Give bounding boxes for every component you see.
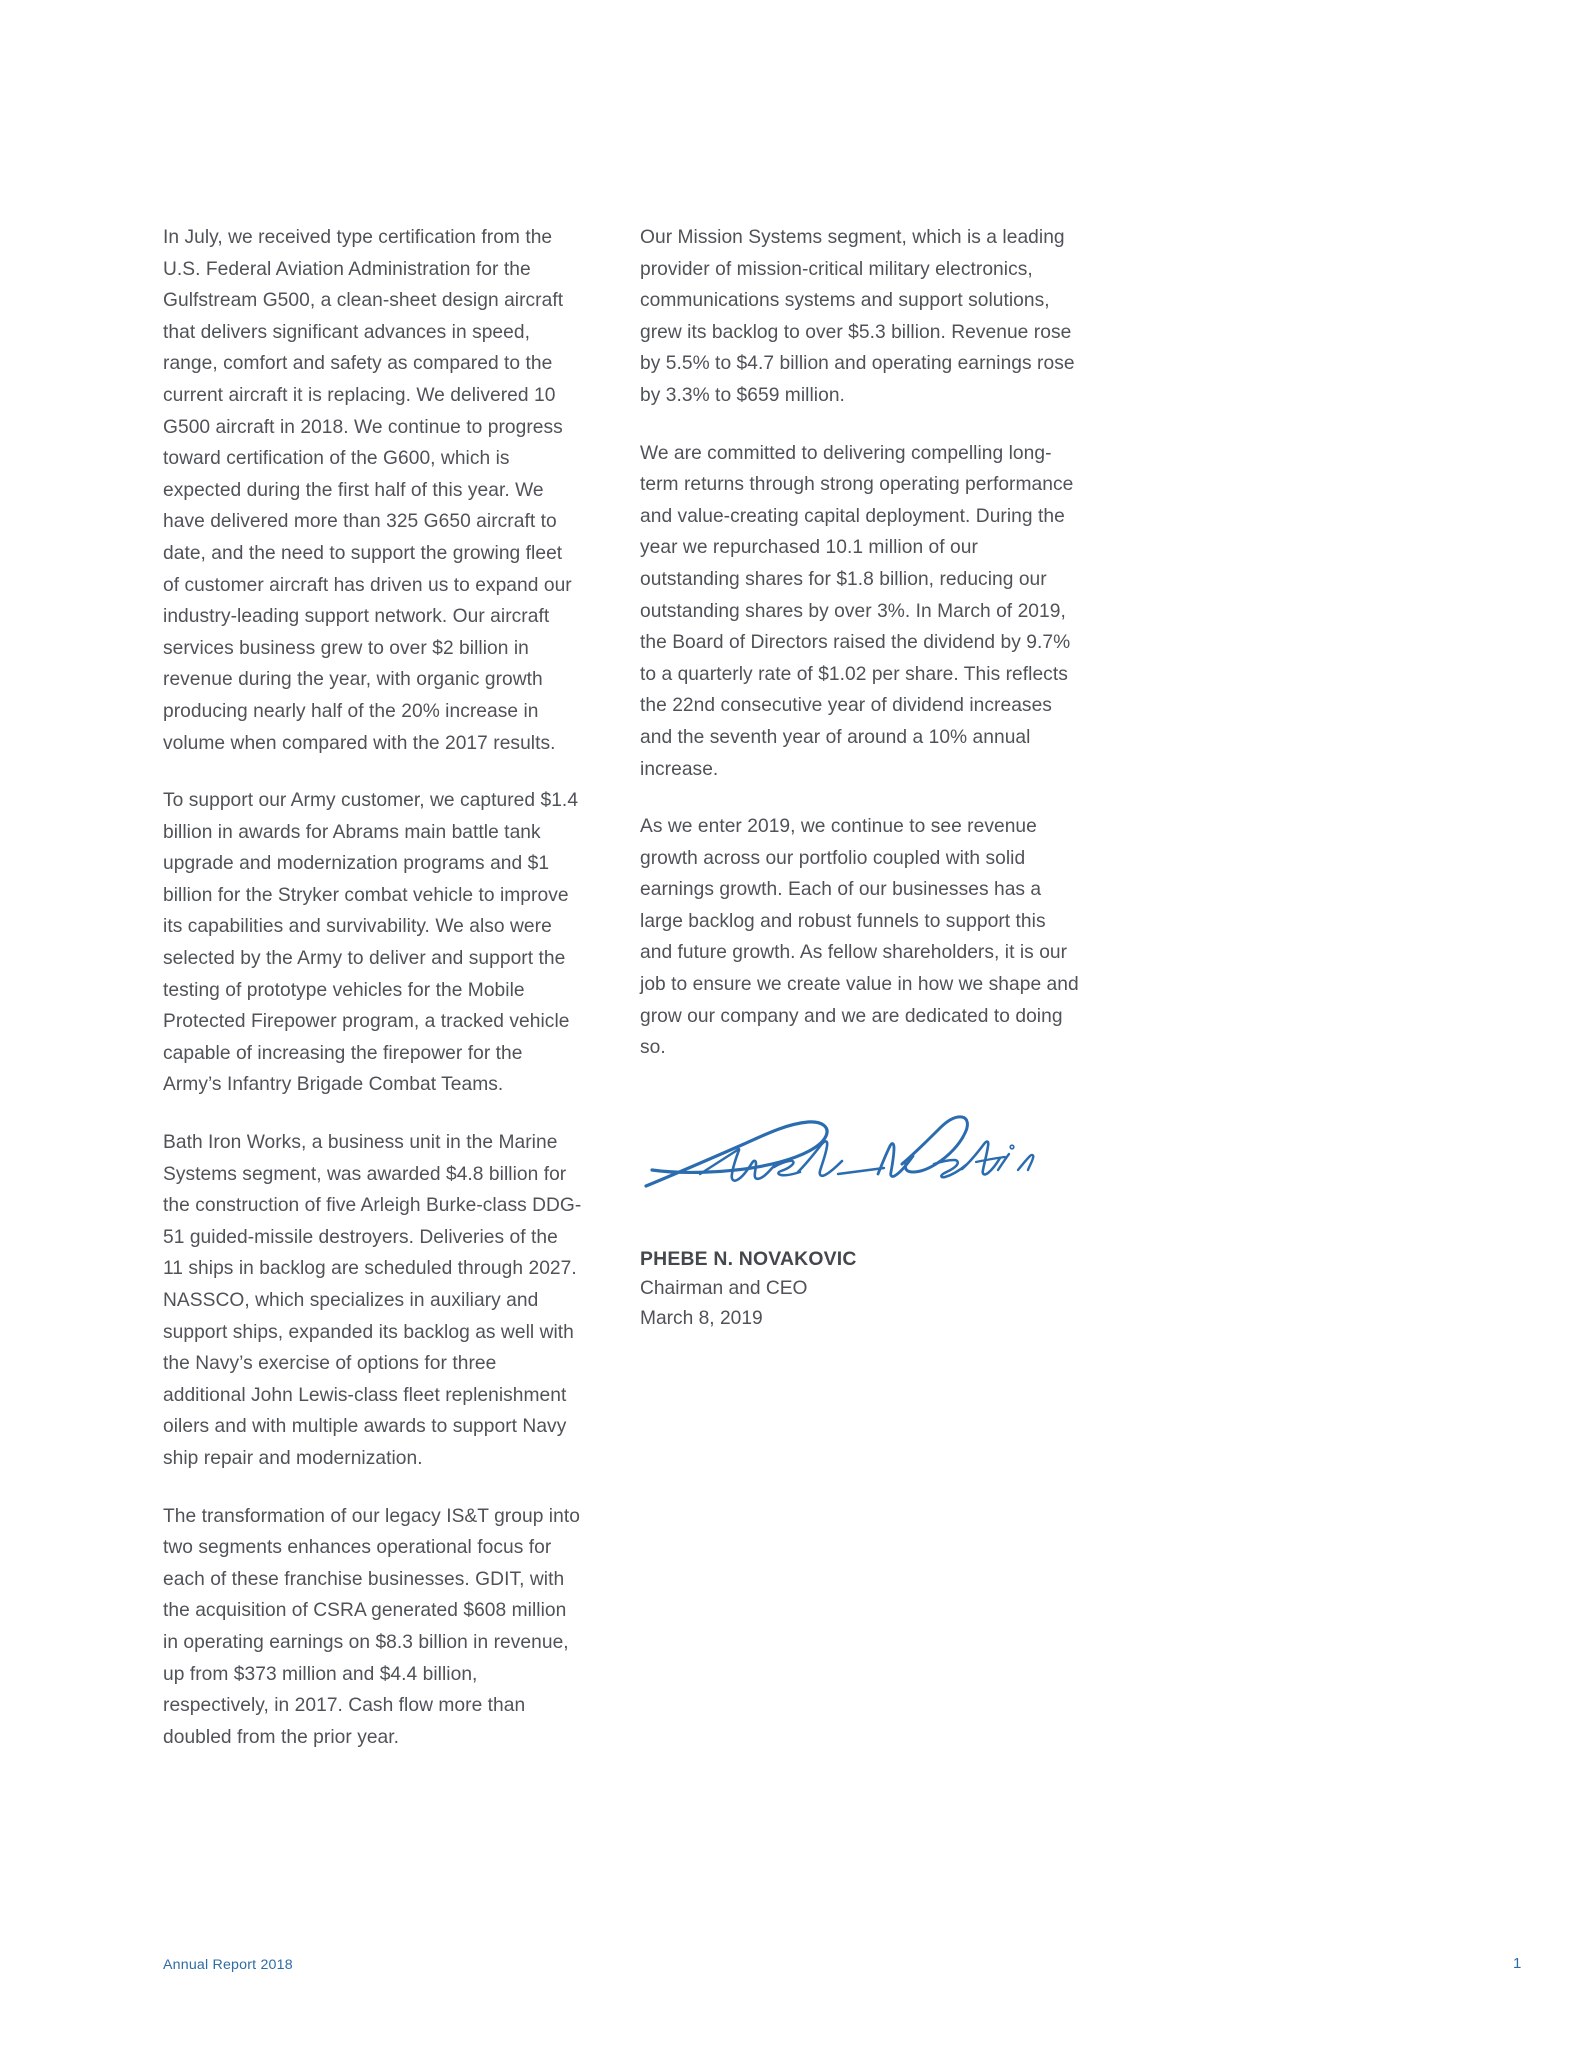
paragraph: Our Mission Systems segment, which is a leading provider of mission-critical military electronics, communications systems and support solutions, grew its backlog to over $5.3 billion. Revenue rose by 5.5% to $4.7 billion and operating earnings rose by 3.3% to $659 million. — [640, 227, 1075, 406]
left-text-column — [163, 222, 583, 1753]
letter-body-columns — [163, 222, 1425, 1753]
paragraph: Bath Iron Works, a business unit in the Marine Systems segment, was awarded $4.8 billion for the construction of five Arleigh Burke-class DDG-51 guided-missile destroyers. Deliveries of the 11 ships in backlog are scheduled through 2027. NASSCO, which specializes in auxiliary and support ships, expanded its backlog as well with the Navy’s exercise of options for three additional John Lewis-class fleet replenishment oilers and with multiple awards to support Navy ship repair and modernization. — [163, 1132, 582, 1469]
signer-date: March 8, 2019 — [640, 1307, 763, 1329]
paragraph: To support our Army customer, we captured $1.4 billion in awards for Abrams main battle tank upgrade and modernization programs and $1 billion for the Stryker combat vehicle to improve its capabilities and survivability. We also were selected by the Army to deliver and support the testing of prototype vehicles for the Mobile Protected Firepower program, a tracked vehicle capable of increasing the firepower for the Army’s Infantry Brigade Combat Teams. — [163, 790, 579, 1096]
paragraph: The transformation of our legacy IS&T group into two segments enhances operational focus for each of these franchise businesses. GDIT, with the acquisition of CSRA generated $608 million in operating earnings on $8.3 billion in revenue, up from $373 million and $4.4 billion, respectively, in 2017. Cash flow more than doubled from the prior year. — [163, 1505, 580, 1748]
paragraph: As we enter 2019, we continue to see revenue growth across our portfolio coupled with solid earnings growth. Each of our businesses has a large backlog and robust funnels to support this and future growth. As fellow shareholders, it is our job to ensure we create value in how we shape and grow our company and we are dedicated to doing so. — [640, 816, 1079, 1059]
footer-report-label: Annual Report 2018 — [163, 1957, 293, 1973]
paragraph: We are committed to delivering compelling long-term returns through strong operating performance and value-creating capital deployment. During the year we repurchased 10.1 million of our outstanding shares for $1.8 billion, reducing our outstanding shares by over 3%. In March of 2019, the Board of Directors raised the dividend by 9.7% to a quarterly rate of $1.02 per share. This reflects the 22nd consecutive year of dividend increases and the seventh year of around a 10% annual increase. — [640, 442, 1074, 780]
right-text-column — [640, 222, 1080, 1334]
signer-title: Chairman and CEO — [640, 1277, 808, 1299]
signature-icon — [640, 1114, 1040, 1200]
paragraph: In July, we received type certification from the U.S. Federal Aviation Administration for the Gulfstream G500, a clean-sheet design aircraft that delivers significant advances in speed, range, comfort and safety as compared to the current aircraft it is replacing. We delivered 10 G500 aircraft in 2018. We continue to progress toward certification of the G600, which is expected during the first half of this year. We have delivered more than 325 G650 aircraft to date, and the need to support the growing fleet of customer aircraft has driven us to expand our industry-leading support network. Our aircraft services business grew to over $2 billion in revenue during the year, with organic growth producing nearly half of the 20% increase in volume when compared with the 2017 results. — [163, 227, 572, 754]
footer-page-number: 1 — [1513, 1955, 1522, 1972]
signer-name: PHEBE N. NOVAKOVIC — [640, 1247, 857, 1270]
